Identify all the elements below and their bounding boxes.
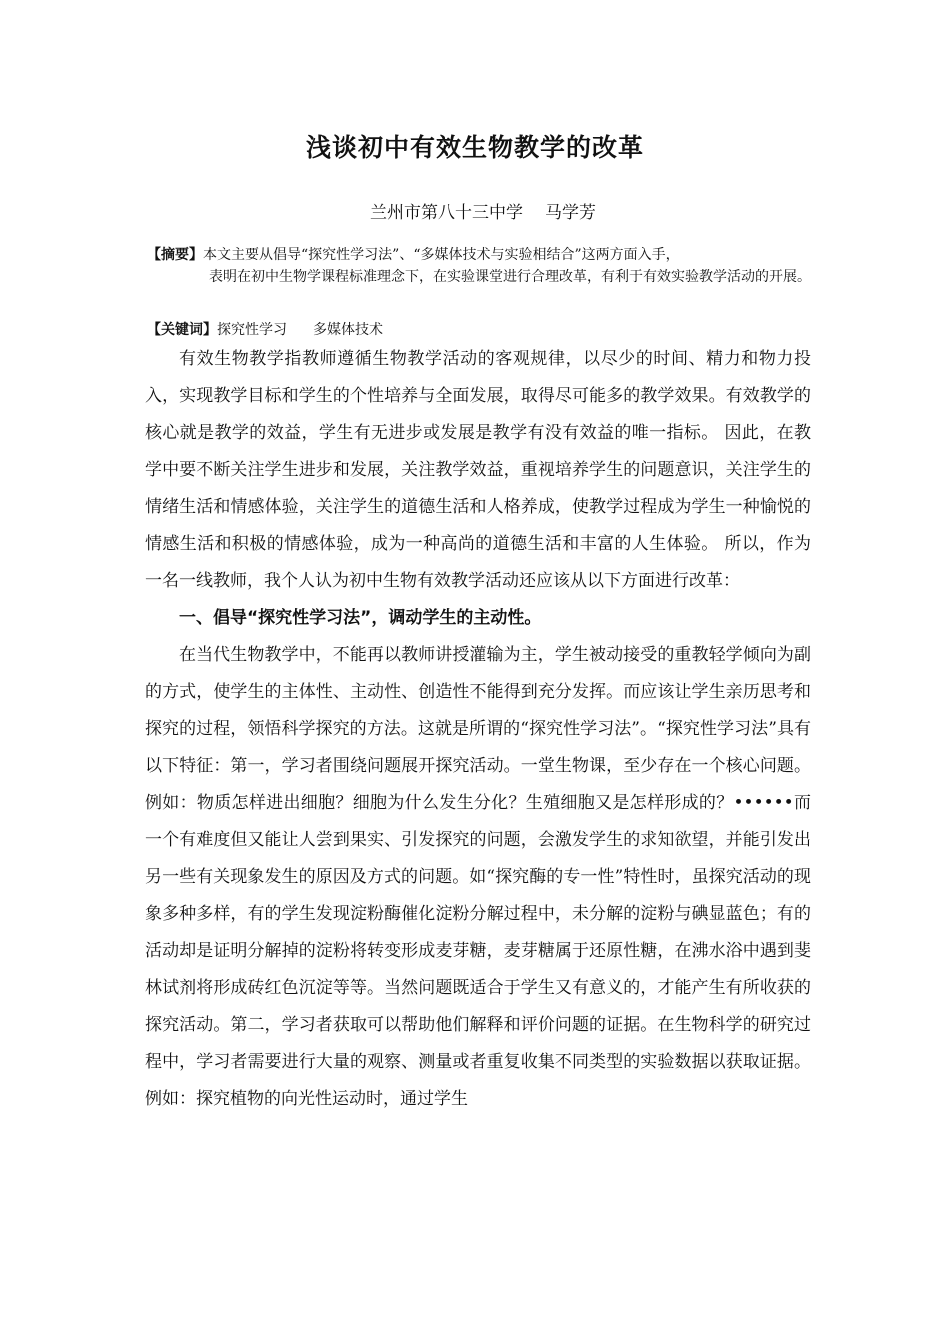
article-title: 浅谈初中有效生物教学的改革 xyxy=(305,133,644,162)
keywords xyxy=(147,319,383,341)
author-name: 马学芳 xyxy=(545,203,596,223)
author-line xyxy=(370,198,596,223)
article-body xyxy=(145,341,811,1118)
keyword-1: 探究性学习 xyxy=(217,322,287,338)
abstract-line1: 本文主要从倡导“探究性学习法”、“多媒体技术与实验相结合”这两方面入手， xyxy=(203,247,680,263)
section-heading-1: 一、倡导“探究性学习法”，调动学生的主动性。 xyxy=(179,608,542,628)
abstract-rest: 表明在初中生物学课程标准理念下，在实验课堂进行合理改革，有利于有效实验教学活动的开展。 xyxy=(209,269,811,285)
abstract-first-line xyxy=(147,244,817,266)
author-school: 兰州市第八十三中学 xyxy=(370,203,523,223)
keywords-label: 【关键词】 xyxy=(147,322,217,338)
paragraph-section-1: 在当代生物教学中，不能再以教师讲授灌输为主，学生被动接受的重教轻学倾向为副的方式，使学生的主体性、主动性、创造性不能得到充分发挥。而应该让学生亲历思考和探究的过程，领悟科学探究的方法。这就是所谓的“探究性学习法”。“探究性学习法”具有以下特征：第一，学习者围绕问题展开探究活动。一堂生物课，至少存在一个核心问题。例如：物质怎样进出细胞？细胞为什么发生分化？生殖细胞又是怎样形成的？••••••而一个有难度但又能让人尝到果实、引发探究的问题，会激发学生的求知欲望，并能引发出另一些有关现象发生的原因及方式的问题。如“探究酶的专一性”特性时，虽探究活动的现象多种多样，有的学生发现淀粉酶催化淀粉分解过程中，未分解的淀粉与碘显蓝色；有的活动却是证明分解掉的淀粉将转变形成麦芽糖，麦芽糖属于还原性糖，在沸水浴中遇到斐林试剂将形成砖红色沉淀等等。当然问题既适合于学生又有意义的，才能产生有所收获的探究活动。第二，学习者获取可以帮助他们解释和评价问题的证据。在生物科学的研究过程中，学习者需要进行大量的观察、测量或者重复收集不同类型的实验数据以获取证据。例如：探究植物的向光性运动时，通过学生 xyxy=(145,645,811,1109)
abstract-label: 【摘要】 xyxy=(147,247,203,263)
paragraph-intro: 有效生物教学指教师遵循生物教学活动的客观规律，以尽少的时间、精力和物力投入，实现教学目标和学生的个性培养与全面发展，取得尽可能多的教学效果。有效教学的核心就是教学的效益，学生有无进步或发展是教学有没有效益的唯一指标。 因此，在教学中要不断关注学生进步和发展，关注教学效益，重视培养学生的问题意识，关注学生的情绪生活和情感体验，关注学生的道德生活和人格养成，使教学过程成为学生一种愉悦的情感生活和积极的情感体验，成为一种高尚的道德生活和丰富的人生体验。 所以，作为一名一线教师，我个人认为初中生物有效教学活动还应该从以下方面进行改革： xyxy=(145,349,811,591)
abstract xyxy=(147,244,817,288)
keyword-2: 多媒体技术 xyxy=(313,322,383,338)
